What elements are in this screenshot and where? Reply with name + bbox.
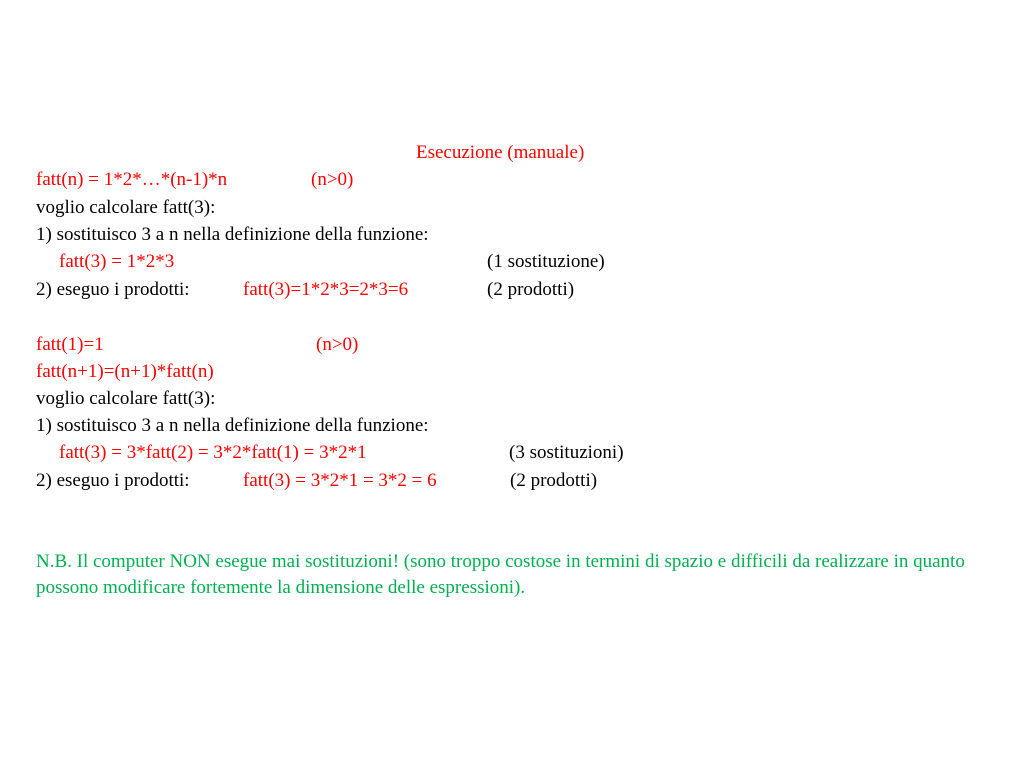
definition-iterative: fatt(n) = 1*2*…*(n-1)*n [36,169,228,190]
step2-label: 2) eseguo i prodotti: [36,279,190,300]
step1-count: (1 sostituzione) [487,251,605,272]
step2-expression: fatt(3)=1*2*3=2*3=6 [243,279,409,300]
step2-expression: fatt(3) = 3*2*1 = 3*2 = 6 [243,470,437,491]
step2-count: (2 prodotti) [487,279,575,300]
step2-label: 2) eseguo i prodotti: [36,470,190,491]
definition-base: fatt(1)=1 [36,334,104,355]
step2-count: (2 prodotti) [510,470,598,491]
nb-note: N.B. Il computer NON esegue mai sostituzioni! (sono troppo costose in termini di spazio e difficili da realizzare in quanto possono modificare fortemente la dimensione delle espressioni). [36,551,965,598]
step1-text: 1) sostituisco 3 a n nella definizione della funzione: [36,224,429,245]
slide-title: Esecuzione (manuale) [416,142,585,163]
definition-base-condition: (n>0) [316,334,359,355]
goal-text: voglio calcolare fatt(3): [36,197,216,218]
goal-text: voglio calcolare fatt(3): [36,388,216,409]
step1-expression: fatt(3) = 3*fatt(2) = 3*2*fatt(1) = 3*2*1 [59,442,367,463]
definition-recursive: fatt(n+1)=(n+1)*fatt(n) [36,361,214,382]
step1-count: (3 sostituzioni) [509,442,624,463]
definition-condition: (n>0) [311,169,354,190]
step1-expression: fatt(3) = 1*2*3 [59,251,175,272]
step1-text: 1) sostituisco 3 a n nella definizione della funzione: [36,415,429,436]
